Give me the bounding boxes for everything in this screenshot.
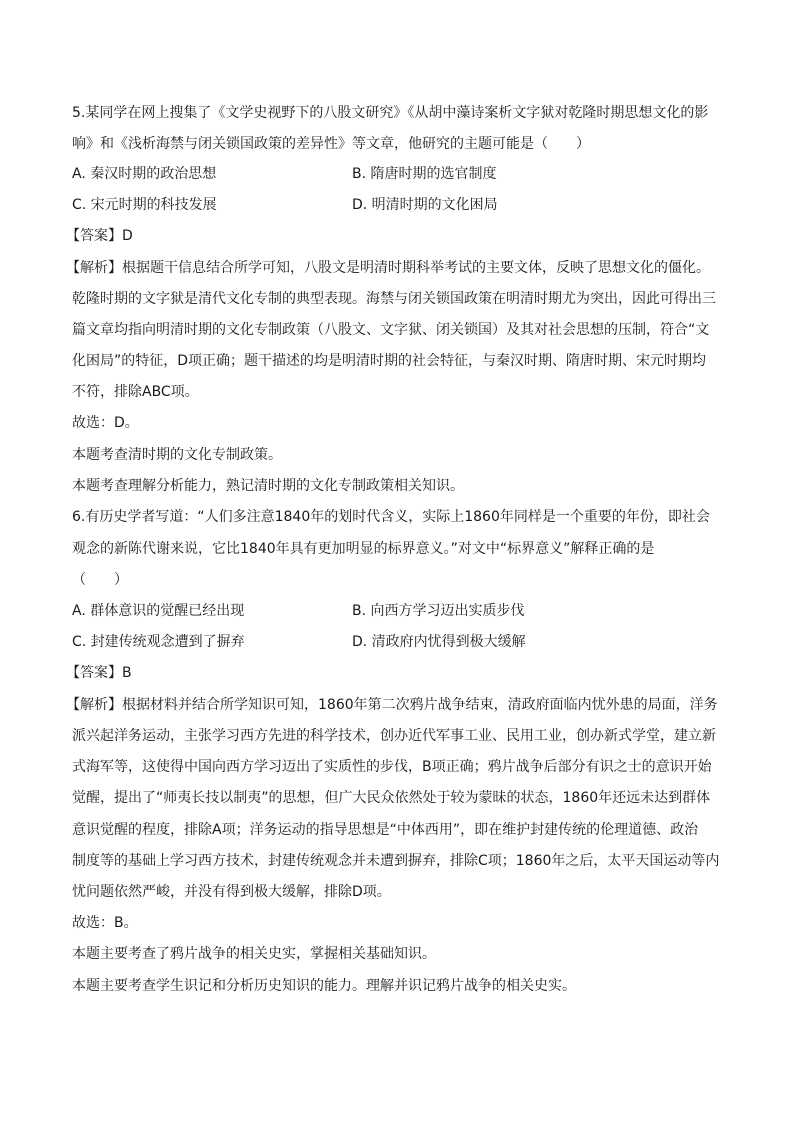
q5-analysis-line-1 — [66, 258, 710, 278]
q6-note-2: 本题主要考查学生识记和分析历史知识的能力。理解并识记鸦片战争的相关史实。 — [72, 978, 576, 994]
q5-option-a: A. 秦汉时期的政治思想 — [72, 166, 217, 182]
q5-option-b: B. 隋唐时期的选官制度 — [352, 166, 497, 182]
q6-analysis-line-6: 制度等的基础上学习西方技术，封建传统观念并未遭到摒弃，排除C项；1860年之后，太平天国运动等内 — [72, 853, 720, 869]
q5-option-c: C. 宋元时期的科技发展 — [72, 197, 217, 213]
q6-analysis-text-1: 根据材料并结合所学知识可知，1860年第二次鸦片战争结束，清政府面临内忧外患的局面，洋务 — [122, 697, 718, 713]
q5-stem-line-2: 响》和《浅析海禁与闭关锁国政策的差异性》等文章，他研究的主题可能是（ ） — [72, 136, 590, 152]
q6-analysis-line-7: 忧问题依然严峻，并没有得到极大缓解，排除D项。 — [72, 884, 391, 900]
q5-answer — [66, 226, 133, 246]
q6-analysis-tag: 【解析】 — [66, 697, 122, 713]
q6-analysis-line-3: 式海军等，这使得中国向西方学习迈出了实质性的步伐，B项正确；鸦片战争后部分有识之士的意识开始 — [72, 759, 712, 775]
q6-stem-line-1: 6.有历史学者写道：“人们多注意1840年的划时代含义，实际上1860年同样是一个重要的年份，即社会 — [72, 509, 710, 525]
q6-stem-line-3: （ ） — [72, 572, 128, 588]
q6-analysis-line-5: 意识觉醒的程度，排除A项；洋务运动的指导思想是“中体西用”，即在维护封建传统的伦理道德、政治 — [72, 822, 699, 838]
q5-analysis-line-4: 化困局”的特征，D项正确；题干描述的均是明清时期的社会特征，与秦汉时期、隋唐时期、宋元时期均 — [72, 353, 707, 369]
q6-option-a: A. 群体意识的觉醒已经出现 — [72, 603, 245, 619]
q5-choice: 故选：D。 — [72, 415, 139, 431]
q5-option-d: D. 明清时期的文化困局 — [352, 197, 498, 213]
q5-note-2: 本题考查理解分析能力，熟记清时期的文化专制政策相关知识。 — [72, 478, 464, 494]
q6-answer-tag: 【答案】 — [66, 665, 122, 681]
q6-option-b: B. 向西方学习迈出实质步伐 — [352, 603, 525, 619]
q5-analysis-text-1: 根据题干信息结合所学可知，八股文是明清时期科举考试的主要文体，反映了思想文化的僵化。 — [122, 260, 710, 276]
q6-analysis-line-4: 觉醒，提出了“师夷长技以制夷”的思想，但广大民众依然处于较为蒙昧的状态，1860年还远未达到群体 — [72, 790, 711, 806]
q5-answer-tag: 【答案】 — [66, 228, 122, 244]
q5-answer-value: D — [122, 228, 133, 244]
q5-analysis-line-3: 篇文章均指向明清时期的文化专制政策（八股文、文字狱、闭关锁国）及其对社会思想的压制，符合“文 — [72, 322, 710, 338]
q5-stem-line-1: 5.某同学在网上搜集了《文学史视野下的八股文研究》《从胡中藻诗案析文字狱对乾隆时期思想文化的影 — [72, 105, 709, 121]
q6-note-1: 本题主要考查了鸦片战争的相关史实，掌握相关基础知识。 — [72, 946, 436, 962]
q6-analysis-line-2: 派兴起洋务运动，主张学习西方先进的科学技术，创办近代军事工业、民用工业，创办新式学堂，建立新 — [72, 728, 716, 744]
q6-option-d: D. 清政府内忧得到极大缓解 — [352, 634, 526, 650]
q6-option-c: C. 封建传统观念遭到了摒弃 — [72, 634, 245, 650]
q5-note-1: 本题考查清时期的文化专制政策。 — [72, 447, 282, 463]
q5-analysis-tag: 【解析】 — [66, 260, 122, 276]
q6-stem-line-2: 观念的新陈代谢来说，它比1840年具有更加明显的标界意义。”对文中“标界意义”解释正确的是 — [72, 541, 655, 557]
q6-answer-value: B — [122, 665, 132, 681]
q5-analysis-line-5: 不符，排除ABC项。 — [72, 384, 199, 400]
q6-answer — [66, 663, 132, 683]
q6-choice: 故选：B。 — [72, 915, 138, 931]
q6-analysis-line-1 — [66, 695, 718, 715]
q5-analysis-line-2: 乾隆时期的文字狱是清代文化专制的典型表现。海禁与闭关锁国政策在明清时期尤为突出，因此可得出三 — [72, 291, 716, 307]
